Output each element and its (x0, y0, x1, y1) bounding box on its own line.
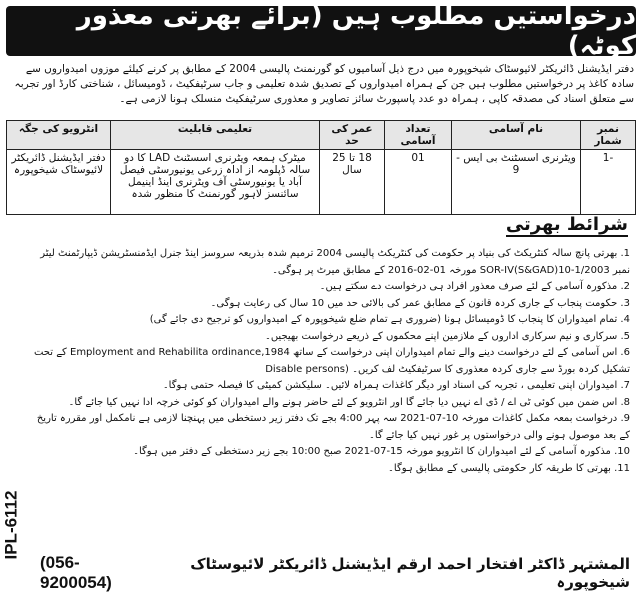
phone-number: (056-9200054) (40, 553, 112, 592)
table-row (7, 150, 636, 215)
header-count: تعداد آسامی (385, 121, 452, 150)
condition-item: 11. بھرتی کا طریقہ کار حکومتی پالیسی کے مطابق ہوگا۔ (388, 462, 630, 474)
header-age: عمر کی حد (320, 121, 385, 150)
condition-item: 9. درخواست بمعہ مکمل کاغذات مورخہ 10-07-2021 سہ پہر 4:00 بجے تک دفتر زیر دستخطی میں پہنچنا لازمی ہے نامکمل اور مقررہ تاریخ کے بعد موصول ہونے والی درخواستوں پر غور نہیں کیا جائے گا۔ (36, 413, 630, 441)
conditions-title: شرائط بھرتی (505, 214, 628, 235)
condition-item: 6. اس آسامی کے لئے درخواست دینے والے تمام امیدواران اپنی درخواست کے ساتھ Employment and Rehabilita ordinance,1984 کے تحت تشکیل کردہ بورڈ سے جاری کردہ معذوری کا سرٹیفکیٹ لف کریں۔ (Disable persons (33, 347, 630, 375)
condition-item: 2. مذکورہ آسامی کے لئے صرف معذور افراد ہی درخواست دے سکتے ہیں۔ (319, 281, 630, 292)
table-header-row (7, 121, 636, 150)
ipl-code-text: IPL-6112 (1, 490, 20, 560)
footer (40, 553, 630, 592)
cell-serial: -1 (581, 150, 636, 215)
intro-paragraph: دفتر ایڈیشنل ڈائریکٹر لائیوسٹاک شیخوپورہ میں درج ذیل آسامیوں کو گورنمنٹ پالیسی 2004 کے مطابق پر کرنے کیلئے موزوں امیدواروں سے سادہ کاغذ پر درخواستیں مطلوب ہیں جن کے ہمراہ امیدواروں کے تصدیق شدہ تعلیمی و جاب سرٹیفکیٹ ، ڈومیسائل ، شناختی کارڈ اور تجربہ سے متعلق اسناد کی مصدقہ کاپی ، ہمراہ دو عدد پاسپورٹ سائز تصاویر و معذوری سرٹیفکیٹ منسلک ہونا لازمی ہے۔ (14, 63, 634, 105)
cell-count: 01 (385, 150, 452, 215)
advertiser-signature: المشتہر ڈاکٹر افتخار احمد ارقم ایڈیشنل ڈائریکٹر لائیوسٹاک شیخوپورہ (190, 555, 630, 591)
condition-item: 10. مذکورہ آسامی کے لئے امیدواران کا انٹرویو مورخہ 15-07-2021 صبح 10:00 بجے زیر دستخطی کے دفتر میں ہوگا۔ (133, 446, 630, 457)
header-banner (6, 1, 636, 61)
cell-age: 18 تا 25 سال (320, 150, 385, 215)
condition-item: 1. بھرتی پانچ سالہ کنٹریکٹ کی بنیاد پر حکومت کی کنٹریکٹ پالیسی 2004 ترمیم شدہ بذریعہ سروسز اینڈ جنرل ایڈمنسٹریشن ڈیپارٹمنٹ لیٹر نمبر SOR-IV(S&GAD)10-1/2003 مورخہ 01-02-2016 کے مطابق میرٹ پر ہوگی۔ (40, 248, 630, 276)
condition-item: 3. حکومت پنجاب کے جاری کردہ قانون کے مطابق عمر کی بالائی حد میں 10 سال کی رعایت ہوگی۔ (210, 297, 630, 309)
ipl-code (0, 470, 22, 580)
cell-qualification: میٹرک ہمعہ ویٹرنری اسسٹنٹ LAD کا دو سالہ ڈپلومہ از اداہ زرعی یونیورسٹی فیصل آباد یا یونیورسٹی آف ویٹرنری اینڈ اینیمل سائنسز لاہور گورنمنٹ کا منظور شدہ (111, 150, 320, 215)
conditions-list (30, 246, 630, 477)
condition-item: 5. سرکاری و نیم سرکاری اداروں کے ملازمین اپنے محکموں کے ذریعے درخواست بھیجیں۔ (264, 330, 630, 342)
condition-item: 7. امیدواران اپنی تعلیمی ، تجربہ کی اسناد اور دیگر کاغذات ہمراہ لائیں۔ سلیکشن کمیٹی کا فیصلہ حتمی ہوگا۔ (162, 380, 630, 391)
cell-place: دفتر ایڈیشنل ڈائریکٹر لائیوسٹاک شیخوپورہ (7, 150, 111, 215)
cell-post: ویٹرنری اسسٹنٹ بی ایس - 9 (452, 150, 581, 215)
banner-title: درخواستیں مطلوب ہیں (برائے بھرتی معذور کوٹہ) (76, 1, 636, 61)
header-place: انٹرویو کی جگہ (7, 121, 111, 150)
header-qualification: تعلیمی قابلیت (111, 121, 320, 150)
condition-item: 4. تمام امیدواران کا پنجاب کا ڈومیسائل ہونا (ضروری ہے تمام ضلع شیخوپورہ کے امیدواروں کو ترجیح دی جائے گی) (149, 314, 630, 325)
posts-table (6, 120, 636, 215)
header-post: نام آسامی (452, 121, 581, 150)
header-serial: نمبر شمار (581, 121, 636, 150)
condition-item: 8. اس ضمن میں کوئی ٹی اے / ڈی اے نہیں دیا جائے گا اور انٹرویو کے لئے حاضر ہونے والے امیدواران کو کوئی خرچہ ادا نہیں کیا جائے گا۔ (68, 396, 630, 408)
